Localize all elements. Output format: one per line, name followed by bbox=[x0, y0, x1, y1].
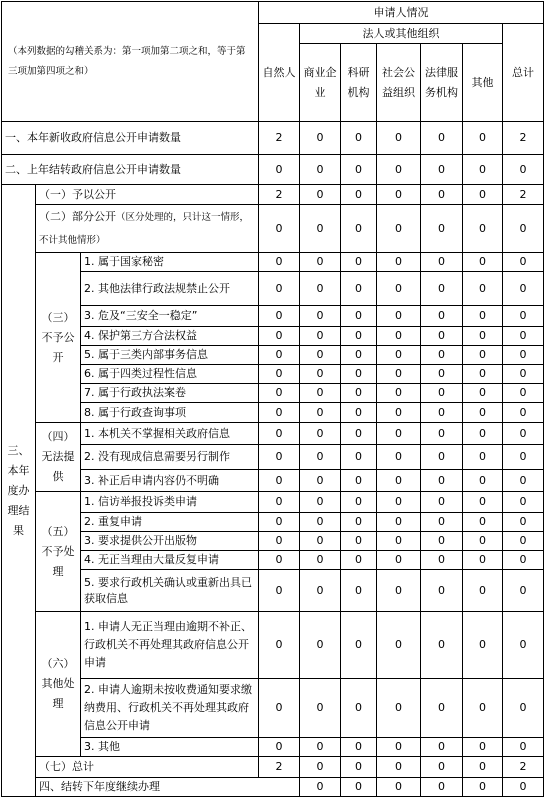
cell: 0 bbox=[300, 205, 341, 253]
table-row bbox=[2, 445, 544, 470]
cell: 0 bbox=[300, 570, 341, 612]
cell: 0 bbox=[377, 445, 421, 470]
natural-person-header: 自然人 bbox=[259, 24, 300, 122]
cell: 0 bbox=[341, 205, 377, 253]
cell: 0 bbox=[377, 551, 421, 570]
table-row bbox=[2, 185, 544, 205]
cell: 0 bbox=[503, 551, 544, 570]
cell: 0 bbox=[503, 532, 544, 551]
row-label: 1. 申请人无正当理由逾期不补正、行政机关不再处理其政府信息公开申请 bbox=[81, 612, 259, 679]
cell: 0 bbox=[259, 253, 300, 272]
row-label: 3. 危及“三安全一稳定” bbox=[81, 306, 259, 327]
cell: 0 bbox=[463, 551, 503, 570]
cell: 0 bbox=[463, 346, 503, 365]
cell: 0 bbox=[300, 470, 341, 492]
cell: 0 bbox=[300, 365, 341, 384]
table-row bbox=[2, 470, 544, 492]
cell: 0 bbox=[503, 272, 544, 306]
table-row bbox=[2, 423, 544, 445]
cell: 2 bbox=[259, 122, 300, 155]
cell: 0 bbox=[377, 679, 421, 738]
cell: 0 bbox=[503, 327, 544, 346]
cell: 0 bbox=[421, 513, 463, 532]
cell: 2 bbox=[259, 185, 300, 205]
cell: 0 bbox=[341, 253, 377, 272]
cell: 0 bbox=[259, 492, 300, 513]
row-label: 一、本年新收政府信息公开申请数量 bbox=[2, 122, 259, 155]
table-row bbox=[2, 384, 544, 403]
table-row bbox=[2, 122, 544, 155]
cell: 0 bbox=[259, 423, 300, 445]
cell: 0 bbox=[463, 423, 503, 445]
cell: 0 bbox=[421, 122, 463, 155]
table-note: （本列数据的勾稽关系为：第一项加第二项之和，等于第三项加第四项之和） bbox=[2, 2, 259, 122]
row-label: 3. 其他 bbox=[81, 738, 259, 757]
cell: 0 bbox=[300, 155, 341, 185]
legal-service-header: 法律服务机构 bbox=[421, 44, 463, 122]
table-row bbox=[2, 532, 544, 551]
cell: 0 bbox=[341, 327, 377, 346]
cell: 0 bbox=[421, 757, 463, 778]
cell: 0 bbox=[421, 205, 463, 253]
cell: 0 bbox=[259, 327, 300, 346]
table-row bbox=[2, 570, 544, 612]
cell: 0 bbox=[259, 738, 300, 757]
cell: 0 bbox=[259, 384, 300, 403]
table-row bbox=[2, 327, 544, 346]
table-row bbox=[2, 253, 544, 272]
cell: 0 bbox=[463, 155, 503, 185]
cell: 0 bbox=[377, 384, 421, 403]
cell: 0 bbox=[341, 122, 377, 155]
cell: 0 bbox=[377, 365, 421, 384]
cell: 0 bbox=[503, 778, 544, 797]
cell: 0 bbox=[300, 551, 341, 570]
cell: 0 bbox=[421, 272, 463, 306]
row-label: 3. 补正后申请内容仍不明确 bbox=[81, 470, 259, 492]
cell: 0 bbox=[503, 365, 544, 384]
cell: 0 bbox=[503, 738, 544, 757]
cell: 0 bbox=[300, 272, 341, 306]
cell: 0 bbox=[421, 492, 463, 513]
row-label: 1. 属于国家秘密 bbox=[81, 253, 259, 272]
cell: 0 bbox=[503, 306, 544, 327]
cell: 0 bbox=[341, 778, 377, 797]
table-row bbox=[2, 757, 544, 778]
row-label: 2. 申请人逾期未按收费通知要求缴纳费用、行政机关不再处理其政府信息公开申请 bbox=[81, 679, 259, 738]
cell: 0 bbox=[463, 253, 503, 272]
table-row bbox=[2, 272, 544, 306]
cell: 0 bbox=[421, 384, 463, 403]
cell: 0 bbox=[300, 757, 341, 778]
cell: 0 bbox=[421, 403, 463, 423]
table-row bbox=[2, 679, 544, 738]
cell: 0 bbox=[300, 122, 341, 155]
cell: 0 bbox=[259, 551, 300, 570]
cell: 0 bbox=[503, 612, 544, 679]
table-row bbox=[2, 778, 544, 797]
cell: 0 bbox=[463, 738, 503, 757]
cell: 2 bbox=[259, 757, 300, 778]
cell: 0 bbox=[421, 327, 463, 346]
cell: 0 bbox=[503, 570, 544, 612]
cell: 0 bbox=[259, 445, 300, 470]
cell: 0 bbox=[341, 306, 377, 327]
cell: 0 bbox=[341, 403, 377, 423]
commercial-header: 商业企业 bbox=[300, 44, 341, 122]
cell: 0 bbox=[300, 612, 341, 679]
row-label: 四、结转下年度继续办理 bbox=[36, 778, 300, 797]
row-label: 7. 属于行政执法案卷 bbox=[81, 384, 259, 403]
cell: 0 bbox=[300, 185, 341, 205]
row-label: 1. 信访举报投诉类申请 bbox=[81, 492, 259, 513]
cell: 0 bbox=[377, 327, 421, 346]
table-row bbox=[2, 551, 544, 570]
cell: 0 bbox=[377, 346, 421, 365]
cell: 0 bbox=[503, 445, 544, 470]
cell: 0 bbox=[463, 205, 503, 253]
cell: 0 bbox=[377, 205, 421, 253]
cell: 0 bbox=[341, 365, 377, 384]
cell: 0 bbox=[259, 612, 300, 679]
cell: 0 bbox=[377, 403, 421, 423]
cell: 0 bbox=[421, 306, 463, 327]
cell: 2 bbox=[503, 757, 544, 778]
cell: 0 bbox=[503, 253, 544, 272]
cell: 0 bbox=[377, 122, 421, 155]
cell: 0 bbox=[300, 778, 341, 797]
row-label: 2. 其他法律行政法规禁止公开 bbox=[81, 272, 259, 306]
cell: 0 bbox=[503, 423, 544, 445]
cell: 0 bbox=[421, 612, 463, 679]
table-row bbox=[2, 492, 544, 513]
cell: 0 bbox=[259, 570, 300, 612]
cell: 0 bbox=[341, 570, 377, 612]
cell: 0 bbox=[463, 306, 503, 327]
cell: 0 bbox=[503, 679, 544, 738]
cell: 0 bbox=[421, 423, 463, 445]
cell: 0 bbox=[259, 532, 300, 551]
cell: 0 bbox=[341, 272, 377, 306]
cell: 0 bbox=[259, 346, 300, 365]
partial-note: （区分处理的，只计这一情形，不计其他情形） bbox=[39, 211, 250, 246]
cell: 0 bbox=[463, 612, 503, 679]
cell: 0 bbox=[463, 532, 503, 551]
row-label: 5. 属于三类内部事务信息 bbox=[81, 346, 259, 365]
cell: 0 bbox=[377, 253, 421, 272]
cell: 0 bbox=[259, 470, 300, 492]
cell: 0 bbox=[377, 757, 421, 778]
row-label: 5. 要求行政机关确认或重新出具已获取信息 bbox=[81, 570, 259, 612]
cell: 0 bbox=[377, 532, 421, 551]
cell: 0 bbox=[421, 470, 463, 492]
cell: 0 bbox=[421, 679, 463, 738]
table-row bbox=[2, 346, 544, 365]
cell: 0 bbox=[341, 445, 377, 470]
cell: 2 bbox=[503, 185, 544, 205]
cell: 0 bbox=[463, 492, 503, 513]
cell: 0 bbox=[377, 778, 421, 797]
cell: 0 bbox=[341, 551, 377, 570]
cell: 0 bbox=[503, 384, 544, 403]
cell: 0 bbox=[463, 445, 503, 470]
cell: 0 bbox=[421, 551, 463, 570]
cell: 0 bbox=[259, 306, 300, 327]
table-row bbox=[2, 306, 544, 327]
section-three-label: 三、本年度办理结果 bbox=[2, 185, 36, 797]
cell: 0 bbox=[377, 272, 421, 306]
cell: 0 bbox=[259, 155, 300, 185]
cell: 0 bbox=[259, 679, 300, 738]
group-label-unable: （四）无法提供 bbox=[36, 423, 81, 492]
row-label bbox=[36, 205, 259, 253]
cell: 0 bbox=[503, 205, 544, 253]
cell: 0 bbox=[463, 327, 503, 346]
cell: 0 bbox=[300, 445, 341, 470]
cell: 0 bbox=[377, 470, 421, 492]
table-row bbox=[2, 205, 544, 253]
cell: 0 bbox=[341, 757, 377, 778]
cell: 0 bbox=[503, 470, 544, 492]
row-label: 6. 属于四类过程性信息 bbox=[81, 365, 259, 384]
cell: 0 bbox=[341, 185, 377, 205]
cell: 0 bbox=[377, 738, 421, 757]
cell: 0 bbox=[377, 423, 421, 445]
cell: 0 bbox=[341, 612, 377, 679]
social-welfare-header: 社会公益组织 bbox=[377, 44, 421, 122]
cell: 0 bbox=[259, 272, 300, 306]
table-row bbox=[2, 612, 544, 679]
group-label-not-process: （五）不予处理 bbox=[36, 492, 81, 612]
cell: 0 bbox=[463, 384, 503, 403]
applicant-situation-header: 申请人情况 bbox=[259, 2, 544, 24]
table-row bbox=[2, 403, 544, 423]
cell: 0 bbox=[259, 365, 300, 384]
cell: 0 bbox=[341, 384, 377, 403]
row-label: 二、上年结转政府信息公开申请数量 bbox=[2, 155, 259, 185]
cell: 0 bbox=[503, 403, 544, 423]
cell: 0 bbox=[341, 423, 377, 445]
cell: 0 bbox=[463, 365, 503, 384]
table-row bbox=[2, 513, 544, 532]
cell: 0 bbox=[300, 532, 341, 551]
cell: 0 bbox=[377, 612, 421, 679]
cell: 0 bbox=[341, 513, 377, 532]
cell: 0 bbox=[503, 492, 544, 513]
cell: 0 bbox=[300, 384, 341, 403]
cell: 0 bbox=[377, 306, 421, 327]
cell: 0 bbox=[463, 757, 503, 778]
cell: 0 bbox=[421, 532, 463, 551]
cell: 0 bbox=[421, 185, 463, 205]
cell: 0 bbox=[300, 679, 341, 738]
cell: 0 bbox=[341, 679, 377, 738]
cell: 0 bbox=[300, 513, 341, 532]
cell: 0 bbox=[341, 470, 377, 492]
cell: 0 bbox=[421, 778, 463, 797]
legal-group-header: 法人或其他组织 bbox=[300, 24, 503, 44]
table-row bbox=[2, 365, 544, 384]
cell: 0 bbox=[300, 403, 341, 423]
cell: 0 bbox=[421, 738, 463, 757]
cell: 0 bbox=[259, 403, 300, 423]
cell: 0 bbox=[377, 185, 421, 205]
cell: 0 bbox=[300, 306, 341, 327]
row-label: 4. 保护第三方合法权益 bbox=[81, 327, 259, 346]
cell: 0 bbox=[463, 122, 503, 155]
partial-label: （二）部分公开 bbox=[39, 209, 116, 223]
row-label: 3. 要求提供公开出版物 bbox=[81, 532, 259, 551]
cell: 0 bbox=[259, 513, 300, 532]
cell: 0 bbox=[421, 570, 463, 612]
row-label: 2. 重复申请 bbox=[81, 513, 259, 532]
cell: 0 bbox=[503, 155, 544, 185]
research-header: 科研机构 bbox=[341, 44, 377, 122]
cell: 0 bbox=[421, 445, 463, 470]
cell: 0 bbox=[463, 185, 503, 205]
cell: 0 bbox=[300, 327, 341, 346]
cell: 0 bbox=[300, 346, 341, 365]
row-label: 4. 无正当理由大量反复申请 bbox=[81, 551, 259, 570]
cell: 0 bbox=[421, 155, 463, 185]
row-label: （一）予以公开 bbox=[36, 185, 259, 205]
cell: 0 bbox=[377, 155, 421, 185]
cell: 0 bbox=[300, 253, 341, 272]
other-header: 其他 bbox=[463, 44, 503, 122]
cell: 0 bbox=[300, 423, 341, 445]
cell: 0 bbox=[463, 778, 503, 797]
cell: 0 bbox=[463, 470, 503, 492]
cell: 0 bbox=[377, 570, 421, 612]
row-label: 8. 属于行政查询事项 bbox=[81, 403, 259, 423]
cell: 0 bbox=[377, 492, 421, 513]
cell: 0 bbox=[341, 492, 377, 513]
group-label-not-disclose: （三）不予公开 bbox=[36, 253, 81, 423]
table-row bbox=[2, 738, 544, 757]
disclosure-statistics-table bbox=[1, 1, 544, 797]
cell: 0 bbox=[463, 679, 503, 738]
cell: 0 bbox=[300, 492, 341, 513]
cell: 0 bbox=[463, 513, 503, 532]
cell: 0 bbox=[463, 570, 503, 612]
row-label: 1. 本机关不掌握相关政府信息 bbox=[81, 423, 259, 445]
cell: 0 bbox=[300, 738, 341, 757]
cell: 0 bbox=[503, 513, 544, 532]
cell: 0 bbox=[259, 205, 300, 253]
group-label-other-process: （六）其他处理 bbox=[36, 612, 81, 757]
cell: 0 bbox=[421, 253, 463, 272]
cell: 0 bbox=[341, 532, 377, 551]
cell: 0 bbox=[463, 403, 503, 423]
cell: 0 bbox=[503, 346, 544, 365]
cell: 0 bbox=[421, 365, 463, 384]
cell: 2 bbox=[503, 122, 544, 155]
cell: 0 bbox=[341, 155, 377, 185]
cell: 0 bbox=[463, 272, 503, 306]
cell: 0 bbox=[341, 346, 377, 365]
total-header: 总计 bbox=[503, 24, 544, 122]
cell: 0 bbox=[421, 346, 463, 365]
row-label: （七）总计 bbox=[36, 757, 259, 778]
table-row bbox=[2, 155, 544, 185]
row-label: 2. 没有现成信息需要另行制作 bbox=[81, 445, 259, 470]
cell: 0 bbox=[341, 738, 377, 757]
cell: 0 bbox=[377, 513, 421, 532]
